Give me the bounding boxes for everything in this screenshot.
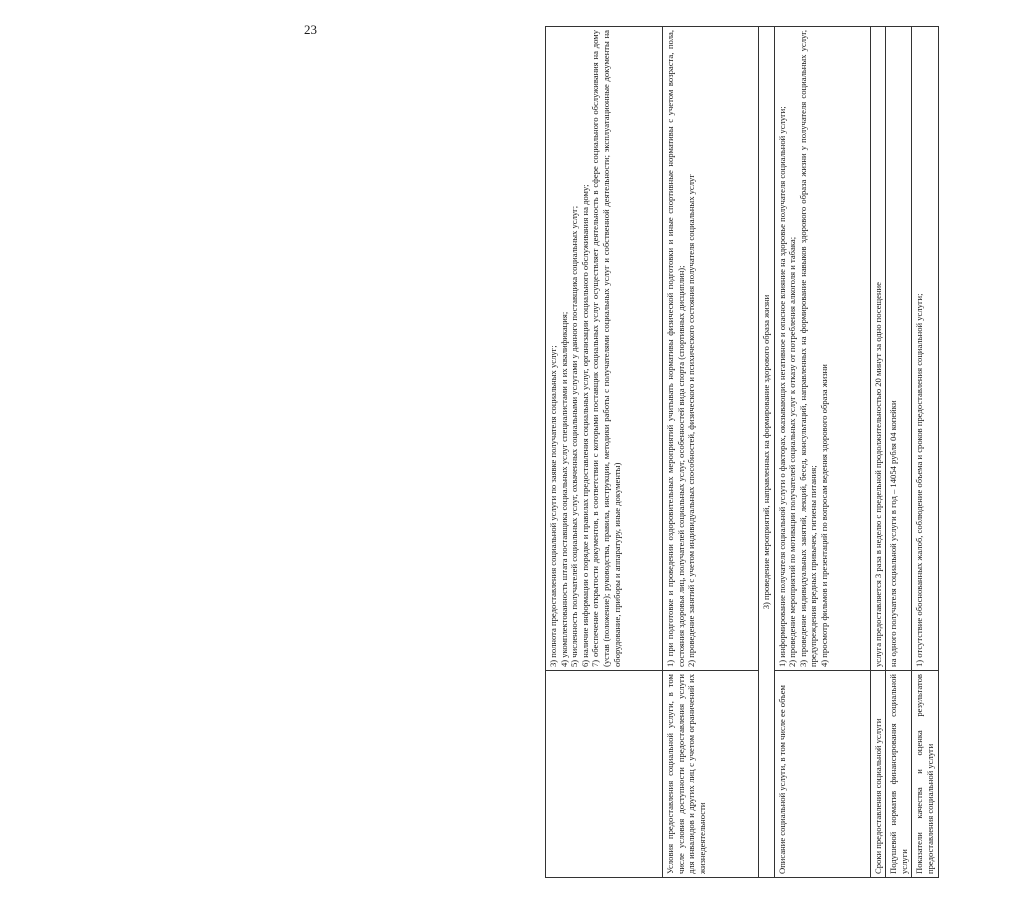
row6-item-1: 1) отсутствие обоснованных жалоб, соблюдение объема и сроков предоставления социальной услуги; xyxy=(914,293,925,667)
row4-left-cell: Сроки предоставления социальной услуги xyxy=(870,671,886,878)
section-heading: 3) проведение мероприятий, направленных на формирование здорового образа жизни xyxy=(759,27,775,878)
row2-right-cell xyxy=(663,27,759,671)
row1-item-5: 5) численность получателей социальных услуг, охваченных социальными услугами у данного поставщика социальных услуг; xyxy=(569,205,580,667)
table-row xyxy=(886,27,912,878)
row2-item-2: 2) проведение занятий с учетом индивидуальных способностей, физического и психического состояния получателя социальных услуг xyxy=(686,174,697,667)
row3-item-2: 2) проведение мероприятий по мотивации получателей социальных услуг к отказу от потребления алкоголя и табака; xyxy=(787,236,798,667)
table-row xyxy=(663,27,759,878)
row4-item-1: услуга предоставляется 3 раза в неделю с предельной продолжительностью 20 минут за одно посещение xyxy=(872,282,883,667)
table-row xyxy=(870,27,886,878)
table-row xyxy=(912,27,938,878)
row5-right-cell xyxy=(886,27,912,671)
row2-item-1: 1) при подготовке и проведении оздоровительных мероприятий учитывать нормативы физической подготовки и иные спортивные нормативы с учетом возраста, пола, состояния здоровья лиц, получателей социальных услуг, особенностей вида спорта (спортивных дисциплин); xyxy=(665,30,686,667)
row3-item-3: 3) проведение индивидуальных занятий, лекций, бесед, консультаций, направленных на формирование навыков здорового образа жизни у получателя социальных услуг, предупреждения вредных привычек, гигиены питания; xyxy=(797,30,819,667)
row4-right-cell xyxy=(870,27,886,671)
row1-item-4: 4) укомплектованность штата поставщика социальных услуг специалистами и их квалификация; xyxy=(558,311,569,667)
service-standard-table xyxy=(545,26,939,878)
row1-item-3: 3) полнота предоставления социальной услуги по заявке получателя социальных услуг; xyxy=(548,345,558,667)
row1-item-7: 7) обеспечение открытости документов, в соответствии с которыми поставщик социальных услуг осуществляет деятельность в сфере социального обслуживания на дому (устав (положение); руководства, правила, инструкции, методики работы с получателями социальных услуг и собственной деятельности; эксплуатационные документы на оборудование, приборы и аппаратуру, иные документы) xyxy=(590,30,622,667)
row6-left-cell: Показатели качества и оценка результатов предоставления социальной услуги xyxy=(912,671,938,878)
row6-right-cell xyxy=(912,27,938,671)
row5-left-cell: Подушевой норматив финансирования социальной услуги xyxy=(886,671,912,878)
row3-left-cell: Описание социальной услуги, в том числе ее объем xyxy=(774,671,870,878)
row3-item-1: 1) информирование получателя социальной услуги о факторах, оказывающих негативное и опасное влияние на здоровье получателя социальной услуги; xyxy=(776,106,787,667)
row2-left-cell: Условия предоставления социальной услуги, в том числе условия доступности предоставления услуги для инвалидов и других лиц с учетом ограничений их жизнедеятельности xyxy=(663,671,759,878)
row1-right-cell xyxy=(546,27,663,671)
rotated-table-sheet xyxy=(545,26,1035,878)
row1-item-6: 6) наличие информации о порядке и правилах предоставления социальных услуг, организации социального обслуживания на дому; xyxy=(579,184,590,667)
row3-item-4: 4) просмотр фильмов и презентаций по вопросам ведения здорового образа жизни xyxy=(818,364,829,667)
table-row xyxy=(546,27,663,878)
section-row xyxy=(759,27,775,878)
table-row xyxy=(774,27,870,878)
row5-item-1: на одного получателя социальной услуги в год – 14054 рубля 04 копейки xyxy=(888,400,899,667)
page-number: 23 xyxy=(304,22,317,37)
row1-left-cell xyxy=(546,671,663,878)
row3-right-cell xyxy=(774,27,870,671)
